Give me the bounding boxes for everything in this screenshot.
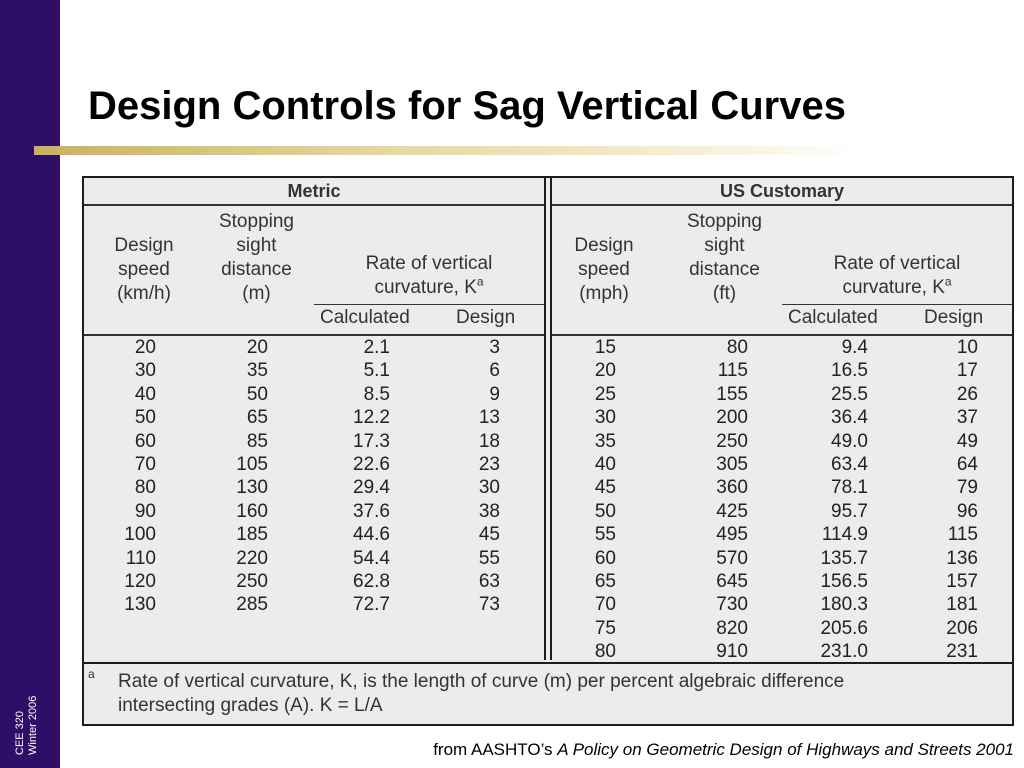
title-underline: [34, 146, 864, 155]
us-title: US Customary: [552, 178, 1012, 206]
table-cell: 10: [956, 337, 978, 358]
header-line: sight: [236, 235, 277, 256]
table-cell: 13: [478, 407, 500, 429]
table-cell: 645: [716, 570, 748, 592]
table-cell: 73: [478, 594, 500, 616]
table-cell: 35: [246, 360, 268, 382]
us-header-design: Design: [924, 307, 984, 328]
header-line: distance: [221, 259, 292, 280]
table-cell: 62.8: [353, 570, 390, 592]
k-label: curvature, K: [842, 277, 945, 298]
header-line: [782, 276, 1012, 300]
metric-panel: [84, 178, 546, 660]
us-col-calculated: [792, 336, 868, 663]
table-cell: 44.6: [353, 524, 390, 546]
us-header-calculated: Calculated: [788, 307, 878, 328]
slide-title: Design Controls for Sag Vertical Curves: [88, 84, 846, 128]
table-cell: 8.5: [363, 383, 390, 405]
table-footnote: [84, 662, 1012, 724]
us-header-ssd: [672, 210, 777, 306]
table-cell: 54.4: [353, 547, 390, 569]
k-footnote-mark: a: [944, 274, 952, 289]
table-cell: 80: [726, 337, 748, 358]
table-cell: 910: [716, 641, 748, 663]
header-line: speed: [578, 259, 630, 280]
metric-header-calculated: Calculated: [320, 307, 410, 328]
table-cell: 120: [124, 570, 156, 592]
table-cell: 63: [478, 570, 500, 592]
table-cell: 305: [716, 453, 748, 475]
table-cell: 130: [236, 477, 268, 499]
table-cell: 40: [594, 453, 616, 475]
table-cell: 70: [134, 453, 156, 475]
table-cell: 23: [478, 453, 500, 475]
table-cell: 200: [716, 407, 748, 429]
footnote-mark: a: [88, 667, 95, 681]
header-line: Rate of vertical: [365, 253, 493, 274]
table-cell: 17: [956, 360, 978, 382]
us-col-ssd: [682, 336, 748, 663]
citation-book-title: A Policy on Geometric Design of Highways and Streets 2001: [557, 740, 1014, 759]
header-line: Stopping: [686, 211, 762, 232]
header-line: speed: [118, 259, 170, 280]
table-cell: 181: [946, 594, 978, 616]
us-body: [552, 336, 1012, 663]
table-cell: 220: [236, 547, 268, 569]
table-cell: 55: [478, 547, 500, 569]
footnote-text: [118, 670, 998, 718]
us-header-speed: [564, 234, 644, 306]
table-cell: 115: [717, 360, 748, 382]
us-panel: [550, 178, 1012, 663]
table-cell: 100: [124, 524, 156, 546]
table-cell: 115: [947, 524, 978, 546]
table-cell: 65: [594, 570, 616, 592]
table-cell: 63.4: [831, 453, 868, 475]
table-cell: 26: [956, 383, 978, 405]
table-cell: 250: [716, 430, 748, 452]
table-cell: 49: [956, 430, 978, 452]
table-cell: 65: [246, 407, 268, 429]
table-cell: 157: [946, 570, 978, 592]
table-cell: 30: [594, 407, 616, 429]
table-cell: 231: [946, 641, 978, 663]
table-cell: 36.4: [831, 407, 868, 429]
metric-body: [84, 336, 544, 658]
table-cell: 285: [236, 594, 268, 616]
table-cell: 75: [594, 617, 616, 639]
course-label: [14, 696, 40, 755]
table-cell: 20: [246, 337, 268, 358]
metric-header-design: Design: [456, 307, 516, 328]
sidebar-band: [0, 0, 60, 768]
table-cell: 136: [946, 547, 978, 569]
table-cell: 30: [478, 477, 500, 499]
table-cell: 135.7: [820, 547, 868, 569]
table-cell: 820: [716, 617, 748, 639]
k-footnote-mark: a: [476, 274, 484, 289]
table-cell: 156.5: [820, 570, 868, 592]
table-cell: 17.3: [353, 430, 390, 452]
us-col-design: [922, 336, 978, 663]
table-cell: 50: [246, 383, 268, 405]
header-line: [314, 276, 544, 300]
metric-col-design: [444, 336, 500, 617]
header-line: sight: [704, 235, 745, 256]
header-line: (mph): [579, 283, 629, 304]
course-code: CEE 320: [14, 710, 26, 755]
header-line: (m): [242, 283, 271, 304]
table-cell: 30: [134, 360, 156, 382]
table-cell: 495: [716, 524, 748, 546]
table-cell: 12.2: [353, 407, 390, 429]
header-line: (km/h): [117, 283, 171, 304]
table-cell: 38: [478, 500, 500, 522]
table-cell: 185: [236, 524, 268, 546]
table-cell: 2.1: [363, 337, 390, 358]
table-cell: 18: [478, 430, 500, 452]
table-cell: 60: [594, 547, 616, 569]
table-cell: 250: [236, 570, 268, 592]
metric-col-speed: [104, 336, 156, 617]
table-cell: 50: [134, 407, 156, 429]
metric-header-k: [314, 252, 544, 305]
metric-header: [84, 206, 544, 336]
table-cell: 72.7: [353, 594, 390, 616]
table-cell: 35: [594, 430, 616, 452]
table-cell: 78.1: [831, 477, 868, 499]
table-cell: 79: [956, 477, 978, 499]
table-cell: 20: [134, 337, 156, 358]
table-cell: 5.1: [363, 360, 390, 382]
table-cell: 570: [716, 547, 748, 569]
table-cell: 90: [134, 500, 156, 522]
table-cell: 60: [134, 430, 156, 452]
table-cell: 85: [246, 430, 268, 452]
table-cell: 80: [594, 641, 616, 663]
table-cell: 64: [956, 453, 978, 475]
table-cell: 16.5: [831, 360, 868, 382]
citation-prefix: from AASHTO’s: [433, 740, 558, 759]
table-cell: 25.5: [831, 383, 868, 405]
metric-header-speed: [104, 234, 184, 306]
table-cell: 22.6: [353, 453, 390, 475]
table-cell: 15: [594, 337, 616, 358]
table-cell: 205.6: [820, 617, 868, 639]
table-cell: 180.3: [820, 594, 868, 616]
table-cell: 206: [946, 617, 978, 639]
metric-header-ssd: [204, 210, 309, 306]
header-line: Stopping: [218, 211, 294, 232]
table-cell: 50: [594, 500, 616, 522]
table-cell: 49.0: [831, 430, 868, 452]
table-cell: 80: [134, 477, 156, 499]
table-cell: 95.7: [831, 500, 868, 522]
design-controls-table: [82, 176, 1014, 726]
table-cell: 25: [594, 383, 616, 405]
table-cell: 231.0: [820, 641, 868, 663]
table-cell: 160: [236, 500, 268, 522]
footnote-line: intersecting grades (A). K = L/A: [118, 695, 383, 716]
table-cell: 9: [489, 383, 500, 405]
header-line: Design: [114, 235, 174, 256]
table-cell: 96: [956, 500, 978, 522]
table-cell: 37.6: [353, 500, 390, 522]
table-cell: 40: [134, 383, 156, 405]
table-cell: 114.9: [821, 524, 868, 546]
k-label: curvature, K: [374, 277, 477, 298]
table-cell: 55: [594, 524, 616, 546]
source-citation: [433, 740, 1014, 760]
table-cell: 3: [489, 337, 500, 358]
footnote-line: Rate of vertical curvature, K, is the length of curve (m) per percent algebraic difference: [118, 671, 845, 692]
us-header-k: [782, 252, 1012, 305]
header-line: Rate of vertical: [833, 253, 961, 274]
table-cell: 425: [716, 500, 748, 522]
table-cell: 70: [594, 594, 616, 616]
table-cell: 130: [124, 594, 156, 616]
header-line: Design: [574, 235, 634, 256]
table-cell: 360: [716, 477, 748, 499]
us-col-speed: [564, 336, 616, 663]
table-cell: 105: [236, 453, 268, 475]
table-cell: 45: [594, 477, 616, 499]
course-term: Winter 2006: [27, 695, 39, 755]
table-cell: 6: [489, 360, 500, 382]
header-line: distance: [689, 259, 760, 280]
table-cell: 20: [594, 360, 616, 382]
us-header: [552, 206, 1012, 336]
table-cell: 110: [125, 547, 156, 569]
metric-col-ssd: [204, 336, 268, 617]
table-cell: 9.4: [841, 337, 868, 358]
header-line: (ft): [712, 283, 737, 304]
metric-title: Metric: [84, 178, 544, 206]
table-cell: 45: [478, 524, 500, 546]
table-cell: 730: [716, 594, 748, 616]
metric-col-calculated: [324, 336, 390, 617]
table-cell: 37: [956, 407, 978, 429]
table-cell: 155: [716, 383, 748, 405]
table-cell: 29.4: [353, 477, 390, 499]
